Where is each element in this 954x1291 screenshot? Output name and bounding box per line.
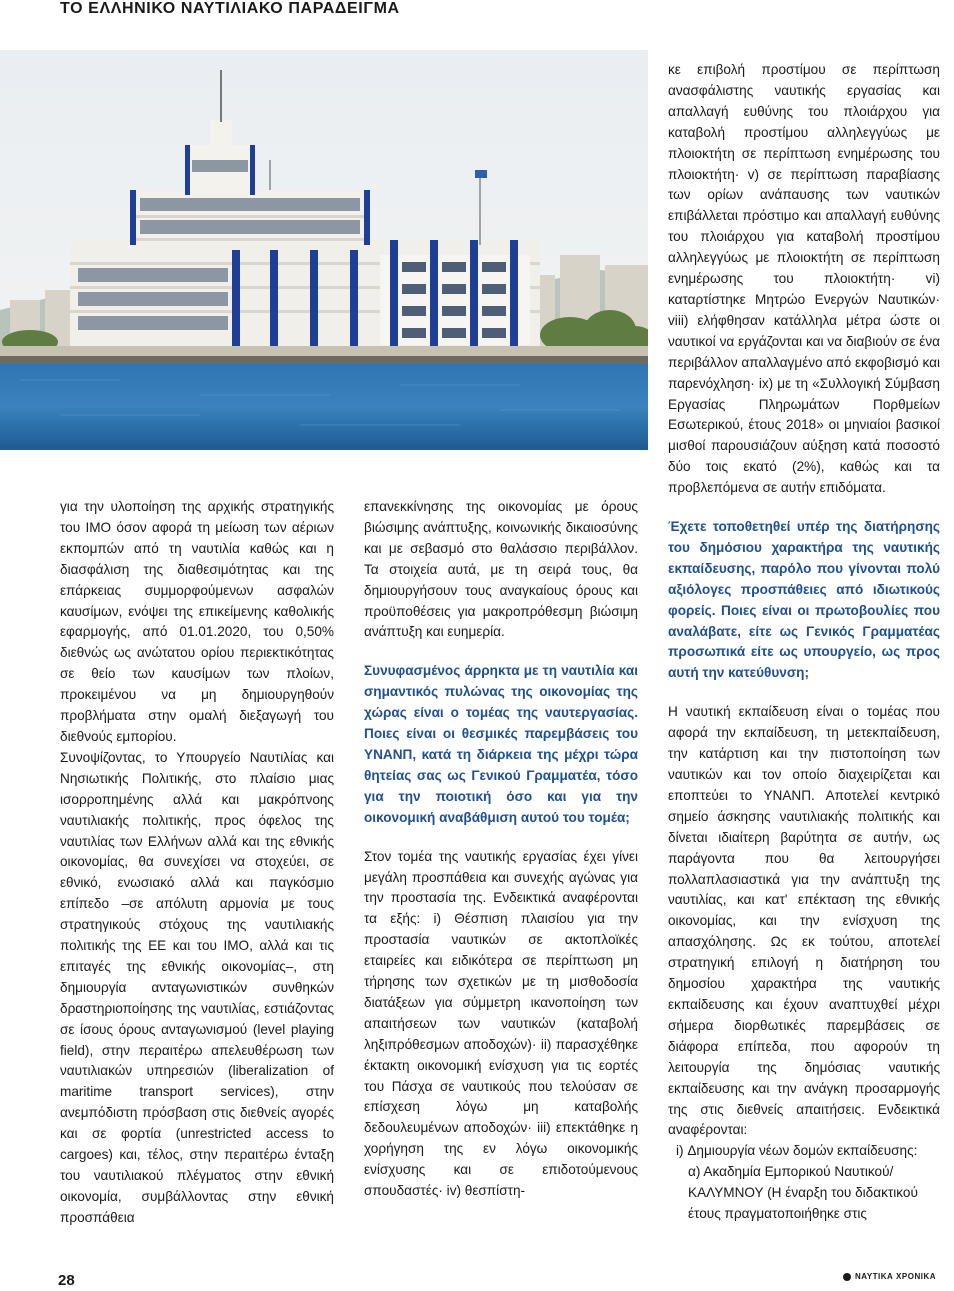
paragraph: για την υλοποίηση της αρχικής στρατηγικής του ΙΜΟ όσον αφορά τη μείωση των αέριων εκπομπών από τη ναυτιλία καθώς και η διασφάλιση της διαθεσιμότητας και της επάρκειας συμμορφούμενων ασφαλών καυσίμων, ενόψει της επικείμενης καθολικής εφαρμογής, από 01.01.2020, του 0,50% διεθνώς ως ανώτατου ορίου περιεκτικότητας σε θείο των καυσίμων των πλοίων, προκειμένου να μη δημιουργηθούν προβλήματα στην ομαλή διεξαγωγή του διεθνούς εμπορίου. <box>60 499 334 744</box>
page-number: 28 <box>58 1272 75 1289</box>
paragraph: επανεκκίνησης της οικονομίας με όρους βιώσιμης ανάπτυξης, κοινωνικής δικαιοσύνης και με σεβασμό στο θαλάσσιο περιβάλλον. Τα στοιχεία αυτά, με τη σειρά τους, θα δημιουργήσουν τους αναγκαίους όρους και προϋποθέσεις για μακροπρόθεσμη βιώσιμη ανάπτυξη και ευημερία. <box>364 499 638 640</box>
paragraph: Η ναυτική εκπαίδευση είναι ο τομέας που αφορά την εκπαίδευση, τη μετεκπαίδευση, την κατάρτιση και την πιστοποίηση των ναυτικών και τον οποίο διαχειρίζεται και εποπτεύει το ΥΝΑΝΠ. Αποτελεί κεντρικό σημείο άσκησης ναυτιλιακής πολιτικής και δίνεται ιδιαίτερη βαρύτητα σε αυτήν, ως παράγοντα που θα λειτουργήσει πολλαπλασιαστικά για την ανάπτυξη της ναυτιλίας, και κατ' επέκταση της εθνικής οικονομίας, και την ενίσχυση της απασχόλησης. Ως εκ τούτου, αποτελεί στρατηγική επιλογή η διατήρηση του δημοσίου χαρακτήρα της ναυτικής εκπαίδευσης και έχουν αναπτυχθεί μέχρι σήμερα διορθωτικές παρεμβάσεις σε διάφορα επίπεδα, που αφορούν τη λειτουργία της δημόσιας ναυτικής εκπαίδευσης και την ανάγκη προσαρμογής της στις διεθνείς απαιτήσεις. Ενδεικτικά αναφέρονται: <box>668 704 940 1138</box>
text-column-2 <box>364 497 638 1202</box>
list-item: i) Δημιουργία νέων δομών εκπαίδευσης: <box>676 1143 918 1159</box>
interview-question: Συνυφασμένος άρρηκτα με τη ναυτιλία και σημαντικός πυλώνας της οικονομίας της χώρας είναι ο τομέας της ναυτεργασίας. Ποιες είναι οι θεσμικές παρεμβάσεις του ΥΝΑΝΠ, κατά τη διάρκεια της μέχρι τώρα θητείας σας ως Γενικού Γραμματέα, τόσο για την ποιοτική όσο και για την οικονομική αναβάθμιση αυτού του τομέα; <box>364 663 638 825</box>
sea <box>0 364 648 450</box>
brand-logo-icon <box>843 1273 851 1281</box>
paragraph: Στον τομέα της ναυτικής εργασίας έχει γίνει μεγάλη προσπάθεια και συνεχής αγώνας για την προστασία της. Ενδεικτικά αναφέρονται τα εξής: i) Θέσπιση πλαισίου για την προστασία ναυτικών σε ακτοπλοϊκές εταιρείες και ειδικότερα σε περίπτωση μη τήρησης των σχετικών με τη μισθοδοσία διατάξεων για σύμμετρη ικανοποίηση των απαιτήσεων των ναυτικών (καταβολή ληξιπρόθεσμων αποδοχών)· ii) παρασχέθηκε έκτακτη οικονομική ενίσχυση για τις εορτές του Πάσχα σε ναυτικούς που τελούσαν σε επίσχεση λόγω μη καταβολής δεδουλευμένων αποδοχών· iii) επεκτάθηκε η χορήγηση της εν λόγω οικονομικής ενίσχυσης και σε επιδοτούμενους σπουδαστές· iv) θεσπίστη- <box>364 848 638 1199</box>
interview-question: Έχετε τοποθετηθεί υπέρ της διατήρησης του δημόσιου χαρακτήρα της ναυτικής εκπαίδευσης, παρόλο που γίνονται πολύ αξιόλογες προσπάθειες από ιδιωτικούς φορείς. Ποιες είναι οι πρωτοβουλίες που αναλάβατε, είτε ως Γενικός Γραμματέας προσωπικά είτε ως υπουργείο, ως προς αυτή την κατεύθυνση; <box>668 519 940 681</box>
text-column-1 <box>60 497 334 1229</box>
quay-shadow <box>0 356 648 364</box>
brand-name: ΝΑΥΤΙΚΑ ΧΡΟΝΙΚΑ <box>855 1272 936 1281</box>
paragraph: Συνοψίζοντας, το Υπουργείο Ναυτιλίας και Νησιωτικής Πολιτικής, στο πλαίσιο μιας ισορροπημένης αλλά και μακρόπνοης ναυτιλιακής πολιτικής, προς όφελος της ναυτιλίας των Ελλήνων αλλά και της εθνικής οικονομίας, θα συνεχίσει να στοχεύει, σε εθνικό, ενωσιακό αλλά και παγκόσμιο επίπεδο –σε απόλυτη αρμονία με τους στρατηγικούς στόχους της ναυτιλιακής πολιτικής της ΕΕ και του ΙΜΟ, αλλά και τις επιταγές της εθνικής οικονομίας–, στη δημιουργία ανταγωνιστικών συνθηκών δραστηριοποίησης της ναυτιλίας, εστιάζοντας σε ίσους όρους ανταγωνισμού (level playing field), στην περαιτέρω απελευθέρωση των ναυτιλιακών υπηρεσιών (liberalization of maritime transport services), στην ανεμπόδιστη πρόσβαση στις διεθνείς αγορές και σε φορτία (unrestricted access to cargoes) και, τέλος, στην περαιτέρω ένταξη του ναυτιλιακού πλέγματος στην εθνική οικονομία, συμβάλλοντας στην εθνική προσπάθεια <box>60 749 334 1225</box>
section-header: ΤΟ ΕΛΛΗΝΙΚΟ ΝΑΥΤΙΛΙΑΚΟ ΠΑΡΑΔΕΙΓΜΑ <box>60 0 400 17</box>
ministry-building-photo <box>0 50 648 450</box>
text-column-3 <box>668 60 940 1225</box>
magazine-brand <box>843 1272 936 1281</box>
list-item: α) Ακαδημία Εμπορικού Ναυτικού/ ΚΑΛΥΜΝΟΥ (Η έναρξη του διδακτικού έτους πραγματοποιήθηκε στις <box>688 1164 918 1222</box>
harbor-illustration <box>0 50 648 450</box>
paragraph: κε επιβολή προστίμου σε περίπτωση ανασφάλιστης ναυτικής εργασίας και απαλλαγή ευθύνης του πλοιάρχου για καταβολή προστίμου αλληλεγγύως με πλοιοκτήτη σε περίπτωση ενημέρωσης του πλοιοκτήτη· v) σε περίπτωση παραβίασης των ορίων ανάπαυσης των ναυτικών επιβάλλεται πρόστιμο και απαλλαγή ευθύνης του πλοιάρχου για καταβολή προστίμου αλληλεγγύως με πλοιοκτήτη σε περίπτωση ενημέρωσης του πλοιοκτήτη· vi) καταρτίστηκε Μητρώο Ενεργών Ναυτικών· viii) ελήφθησαν κατάλληλα μέτρα ώστε οι ναυτικοί να εργάζονται και να διαβιούν σε ένα περιβάλλον απαλλαγμένο από εκφοβισμό και παρενόχληση· ix) με τη «Συλλογική Σύμβαση Εργασίας Πληρωμάτων Πορθμείων Εσωτερικού, έτους 2018» οι μηνιαίοι βασικοί μισθοί παρουσιάζουν αύξηση κατά ποσοστό δύο τοις εκατό (2%), καθώς και τα προβλεπόμενα σε αυτήν επιδόματα. <box>668 62 940 496</box>
quay <box>0 346 648 356</box>
